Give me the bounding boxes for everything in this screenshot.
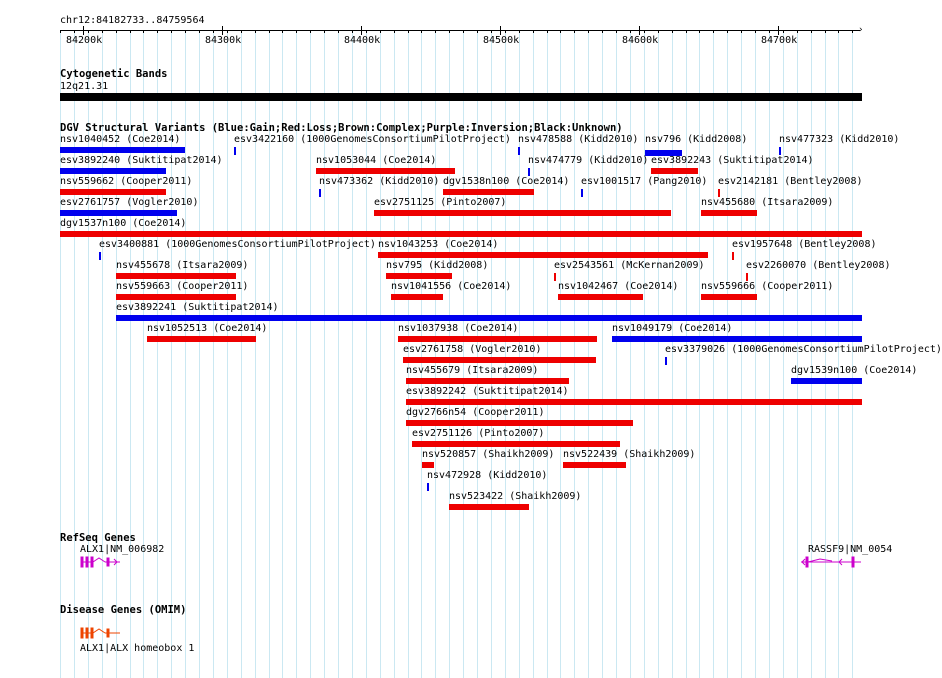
ruler-minor-tick	[185, 30, 186, 33]
variant-label[interactable]: nsv472928 (Kidd2010)	[427, 470, 548, 481]
variant-label[interactable]: nsv455680 (Itsara2009)	[701, 197, 834, 208]
gain-variant-bar[interactable]	[665, 357, 667, 365]
variant-label[interactable]: esv3892242 (Suktitipat2014)	[406, 386, 569, 397]
ruler-major-tick	[500, 26, 501, 35]
variant-label[interactable]: esv2142181 (Bentley2008)	[718, 176, 863, 187]
loss-variant-bar[interactable]	[386, 273, 452, 279]
gain-variant-bar[interactable]	[60, 210, 177, 216]
loss-variant-bar[interactable]	[60, 189, 166, 195]
cytoband-label: 12q21.31	[60, 81, 109, 92]
ruler-minor-tick	[477, 30, 478, 33]
variant-label[interactable]: nsv478588 (Kidd2010)	[518, 134, 639, 145]
ruler-minor-tick	[171, 30, 172, 33]
ruler-minor-tick	[130, 30, 131, 33]
ruler-minor-tick	[797, 30, 798, 33]
loss-variant-bar[interactable]	[443, 189, 534, 195]
loss-variant-bar[interactable]	[449, 504, 529, 510]
variant-label[interactable]: nsv1042467 (Coe2014)	[558, 281, 679, 292]
rassf9-gene-model[interactable]	[800, 556, 862, 568]
ruler-tick-label: 84500k	[483, 35, 520, 46]
variant-label[interactable]: esv2761758 (Vogler2010)	[403, 344, 542, 355]
gain-variant-bar[interactable]	[779, 147, 781, 155]
loss-variant-bar[interactable]	[406, 378, 569, 384]
loss-variant-bar[interactable]	[563, 462, 626, 468]
ruler-minor-tick	[282, 30, 283, 33]
variant-label[interactable]: nsv455678 (Itsara2009)	[116, 260, 249, 271]
gain-variant-bar[interactable]	[116, 315, 862, 321]
variant-label[interactable]: nsv1040452 (Coe2014)	[60, 134, 181, 145]
loss-variant-bar[interactable]	[378, 252, 708, 258]
variant-label[interactable]: dgv1539n100 (Coe2014)	[791, 365, 918, 376]
gene-label-rassf9[interactable]: RASSF9|NM_0054	[808, 544, 893, 555]
variant-label[interactable]: nsv522439 (Shaikh2009)	[563, 449, 696, 460]
alx1-gene-model[interactable]	[80, 556, 122, 568]
omim-label-alx1[interactable]: ALX1|ALX homeobox 1	[80, 643, 195, 654]
variant-label[interactable]: nsv1053044 (Coe2014)	[316, 155, 437, 166]
ruler-minor-tick	[755, 30, 756, 33]
loss-variant-bar[interactable]	[718, 189, 720, 197]
ruler-minor-tick	[449, 30, 450, 33]
omim-track-title: Disease Genes (OMIM)	[60, 604, 187, 616]
ruler-minor-tick	[408, 30, 409, 33]
ruler-major-tick	[639, 26, 640, 35]
ruler-minor-tick	[533, 30, 534, 33]
loss-variant-bar[interactable]	[406, 420, 633, 426]
ruler-minor-tick	[852, 30, 853, 33]
ruler-minor-tick	[60, 30, 61, 33]
region-label: chr12:84182733..84759564	[60, 15, 205, 26]
variant-label[interactable]: nsv1037938 (Coe2014)	[398, 323, 519, 334]
ruler-minor-tick	[324, 30, 325, 33]
gain-variant-bar[interactable]	[319, 189, 321, 197]
ruler-minor-tick	[143, 30, 144, 33]
variant-label[interactable]: dgv1537n100 (Coe2014)	[60, 218, 187, 229]
ruler-minor-tick	[783, 30, 784, 33]
variant-label[interactable]: nsv1049179 (Coe2014)	[612, 323, 733, 334]
loss-variant-bar[interactable]	[732, 252, 734, 260]
ruler-minor-tick	[658, 30, 659, 33]
variant-label[interactable]: esv1957648 (Bentley2008)	[732, 239, 877, 250]
cytoband-track-title: Cytogenetic Bands	[60, 68, 168, 80]
ruler-minor-tick	[157, 30, 158, 33]
variant-label[interactable]: esv1001517 (Pang2010)	[581, 176, 708, 187]
loss-variant-bar[interactable]	[746, 273, 748, 281]
ruler-minor-tick	[644, 30, 645, 33]
ruler-axis	[60, 30, 860, 31]
alx1-omim-model[interactable]	[80, 627, 122, 639]
ruler-tick-label: 84200k	[66, 35, 103, 46]
refseq-track-title: RefSeq Genes	[60, 532, 136, 544]
variant-label[interactable]: nsv455679 (Itsara2009)	[406, 365, 539, 376]
loss-variant-bar[interactable]	[554, 273, 556, 281]
ruler-minor-tick	[463, 30, 464, 33]
ruler-minor-tick	[713, 30, 714, 33]
ruler-minor-tick	[352, 30, 353, 33]
variant-label[interactable]: esv3400881 (1000GenomesConsortiumPilotProject)	[99, 239, 376, 250]
gain-variant-bar[interactable]	[612, 336, 862, 342]
loss-variant-bar[interactable]	[558, 294, 643, 300]
variant-label[interactable]: dgv2766n54 (Cooper2011)	[406, 407, 545, 418]
variant-label[interactable]: nsv1041556 (Coe2014)	[391, 281, 512, 292]
variant-label[interactable]: nsv1043253 (Coe2014)	[378, 239, 499, 250]
variant-label[interactable]: esv3892243 (Suktitipat2014)	[651, 155, 814, 166]
ruler-minor-tick	[199, 30, 200, 33]
loss-variant-bar[interactable]	[147, 336, 256, 342]
loss-variant-bar[interactable]	[391, 294, 443, 300]
variant-label[interactable]: nsv795 (Kidd2008)	[386, 260, 489, 271]
ruler-minor-tick	[116, 30, 117, 33]
variant-label[interactable]: esv3422160 (1000GenomesConsortiumPilotProject)	[234, 134, 511, 145]
ruler-major-tick	[222, 26, 223, 35]
ruler-major-tick	[83, 26, 84, 35]
loss-variant-bar[interactable]	[403, 357, 596, 363]
variant-label[interactable]: esv2761757 (Vogler2010)	[60, 197, 199, 208]
cytoband-bar[interactable]	[60, 93, 862, 101]
ruler-minor-tick	[838, 30, 839, 33]
ruler-minor-tick	[269, 30, 270, 33]
loss-variant-bar[interactable]	[422, 462, 434, 468]
ruler-minor-tick	[811, 30, 812, 33]
variant-label[interactable]: esv2751125 (Pinto2007)	[374, 197, 507, 208]
ruler-minor-tick	[547, 30, 548, 33]
loss-variant-bar[interactable]	[316, 168, 455, 174]
ruler-minor-tick	[102, 30, 103, 33]
variant-label[interactable]: esv2260070 (Bentley2008)	[746, 260, 891, 271]
variant-label[interactable]: esv2751126 (Pinto2007)	[412, 428, 545, 439]
ruler-minor-tick	[741, 30, 742, 33]
loss-variant-bar[interactable]	[406, 399, 862, 405]
ruler-minor-tick	[560, 30, 561, 33]
loss-variant-bar[interactable]	[116, 273, 236, 279]
variant-label[interactable]: nsv474779 (Kidd2010)	[528, 155, 649, 166]
variant-label[interactable]: nsv520857 (Shaikh2009)	[422, 449, 555, 460]
gain-variant-bar[interactable]	[60, 147, 185, 153]
variant-label[interactable]: nsv473362 (Kidd2010)	[319, 176, 440, 187]
ruler-minor-tick	[380, 30, 381, 33]
variant-label[interactable]: nsv559663 (Cooper2011)	[116, 281, 249, 292]
ruler-minor-tick	[602, 30, 603, 33]
ruler-minor-tick	[241, 30, 242, 33]
ruler-minor-tick	[505, 30, 506, 33]
gain-variant-bar[interactable]	[528, 168, 530, 176]
gain-variant-bar[interactable]	[791, 378, 862, 384]
ruler-minor-tick	[88, 30, 89, 33]
gene-label-alx1[interactable]: ALX1|NM_006982	[80, 544, 165, 555]
ruler-minor-tick	[421, 30, 422, 33]
ruler-minor-tick	[74, 30, 75, 33]
loss-variant-bar[interactable]	[412, 441, 620, 447]
ruler-major-tick	[778, 26, 779, 35]
dgv-track-title: DGV Structural Variants (Blue:Gain;Red:Loss;Brown:Complex;Purple:Inversion;Black:Unknown)	[60, 122, 623, 134]
ruler-minor-tick	[310, 30, 311, 33]
ruler-minor-tick	[255, 30, 256, 33]
ruler-minor-tick	[227, 30, 228, 33]
gain-variant-bar[interactable]	[99, 252, 101, 260]
loss-variant-bar[interactable]	[701, 210, 757, 216]
ruler-minor-tick	[296, 30, 297, 33]
variant-label[interactable]: esv3892240 (Suktitipat2014)	[60, 155, 223, 166]
loss-variant-bar[interactable]	[701, 294, 757, 300]
ruler-minor-tick	[686, 30, 687, 33]
variant-label[interactable]: nsv559666 (Cooper2011)	[701, 281, 834, 292]
loss-variant-bar[interactable]	[374, 210, 671, 216]
gain-variant-bar[interactable]	[518, 147, 520, 155]
variant-label[interactable]: nsv477323 (Kidd2010)	[779, 134, 900, 145]
loss-variant-bar[interactable]	[651, 168, 698, 174]
ruler-minor-tick	[727, 30, 728, 33]
ruler-tick-label: 84600k	[622, 35, 659, 46]
loss-variant-bar[interactable]	[398, 336, 597, 342]
variant-label[interactable]: nsv1052513 (Coe2014)	[147, 323, 268, 334]
ruler-minor-tick	[338, 30, 339, 33]
variant-label[interactable]: nsv559662 (Cooper2011)	[60, 176, 193, 187]
ruler-minor-tick	[366, 30, 367, 33]
variant-label[interactable]: esv3892241 (Suktitipat2014)	[116, 302, 279, 313]
ruler-minor-tick	[672, 30, 673, 33]
ruler-minor-tick	[769, 30, 770, 33]
ruler-minor-tick	[213, 30, 214, 33]
ruler-minor-tick	[825, 30, 826, 33]
ruler-arrow-icon: ›	[858, 25, 864, 35]
variant-label[interactable]: nsv523422 (Shaikh2009)	[449, 491, 582, 502]
ruler-minor-tick	[630, 30, 631, 33]
gain-variant-bar[interactable]	[581, 189, 583, 197]
gain-variant-bar[interactable]	[60, 168, 166, 174]
ruler-major-tick	[361, 26, 362, 35]
ruler-minor-tick	[616, 30, 617, 33]
gain-variant-bar[interactable]	[427, 483, 429, 491]
ruler-tick-label: 84700k	[761, 35, 798, 46]
ruler-minor-tick	[519, 30, 520, 33]
variant-label[interactable]: dgv1538n100 (Coe2014)	[443, 176, 570, 187]
ruler-minor-tick	[491, 30, 492, 33]
ruler-minor-tick	[435, 30, 436, 33]
loss-variant-bar[interactable]	[116, 294, 236, 300]
ruler-tick-label: 84300k	[205, 35, 242, 46]
gain-variant-bar[interactable]	[234, 147, 236, 155]
variant-label[interactable]: esv3379026 (1000GenomesConsortiumPilotProject)	[665, 344, 942, 355]
variant-label[interactable]: nsv796 (Kidd2008)	[645, 134, 748, 145]
ruler-minor-tick	[699, 30, 700, 33]
loss-variant-bar[interactable]	[60, 231, 862, 237]
ruler-minor-tick	[588, 30, 589, 33]
ruler-minor-tick	[574, 30, 575, 33]
variant-label[interactable]: esv2543561 (McKernan2009)	[554, 260, 705, 271]
ruler-minor-tick	[394, 30, 395, 33]
ruler-tick-label: 84400k	[344, 35, 381, 46]
